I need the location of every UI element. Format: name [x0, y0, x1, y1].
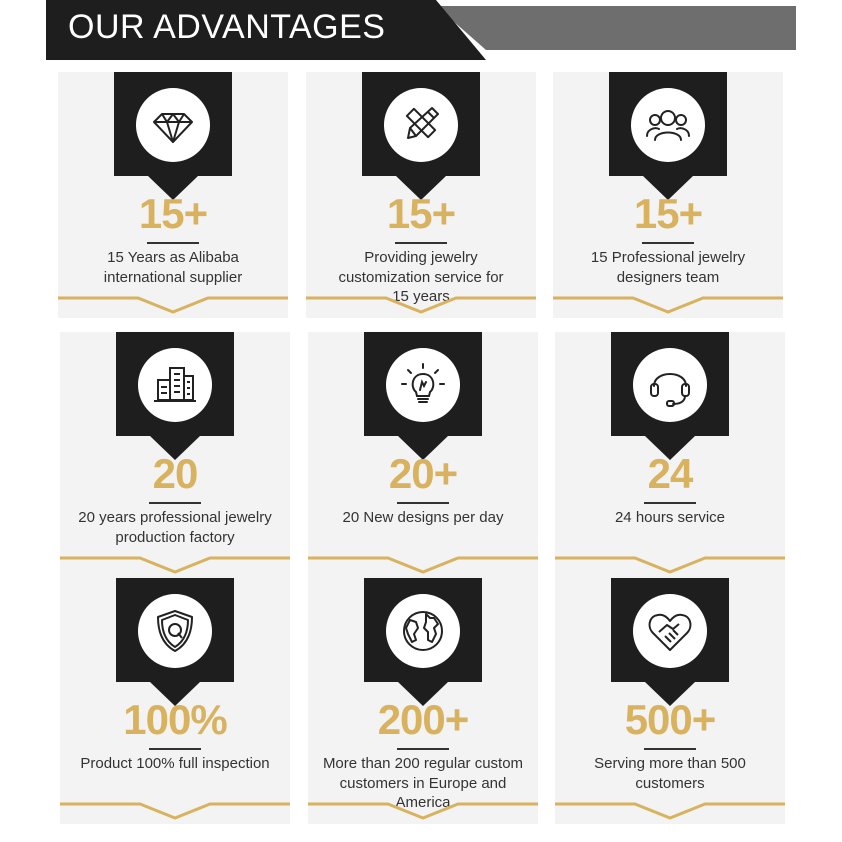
- divider: [397, 502, 449, 504]
- description-line: 20 New designs per day: [342, 509, 504, 526]
- description-line: designers team: [616, 268, 720, 286]
- globe-icon: [398, 606, 448, 656]
- stat-description: [565, 754, 775, 793]
- stat-number: 100%: [123, 696, 227, 743]
- divider: [149, 502, 201, 504]
- description-line: international supplier: [103, 268, 243, 286]
- advantage-card: [60, 332, 290, 578]
- divider: [147, 242, 199, 244]
- team-icon: [643, 100, 693, 150]
- divider: [395, 242, 447, 244]
- description-line: 20 years professional jewelry: [78, 509, 272, 526]
- stat-number: 500+: [624, 696, 716, 743]
- icon-circle: [631, 88, 705, 162]
- advantage-card: [308, 332, 538, 578]
- description-line: customers: [635, 774, 705, 792]
- description-line: 24 hours service: [614, 509, 726, 526]
- icon-circle: [633, 348, 707, 422]
- stat-number: 24: [647, 450, 693, 497]
- factory-building-icon: [150, 360, 200, 410]
- divider: [149, 748, 201, 750]
- divider: [644, 502, 696, 504]
- lightbulb-icon: [398, 360, 448, 410]
- advantage-card: [306, 72, 536, 318]
- card-bottom-accent: [60, 802, 290, 824]
- divider: [644, 748, 696, 750]
- stat-number: 20+: [388, 450, 458, 497]
- description-line: Serving more than 500: [594, 755, 746, 772]
- stat-number: 15+: [633, 190, 703, 237]
- stat-description: [565, 508, 775, 528]
- card-bottom-accent: [308, 802, 538, 824]
- advantage-card: [58, 72, 288, 318]
- description-line: Providing jewelry: [364, 249, 478, 266]
- icon-circle: [136, 88, 210, 162]
- stat-number: 200+: [377, 696, 469, 743]
- headset-icon: [645, 360, 695, 410]
- description-line: 15 Years as Alibaba: [107, 249, 239, 266]
- description-line: customization service for: [338, 268, 504, 286]
- card-bottom-accent: [306, 296, 536, 318]
- description-line: America: [395, 794, 451, 811]
- advantage-card: [60, 578, 290, 824]
- card-bottom-accent: [555, 556, 785, 578]
- stat-number: 15+: [386, 190, 456, 237]
- quality-shield-icon: [150, 606, 200, 656]
- description-line: production factory: [115, 528, 235, 546]
- advantage-card: [308, 578, 538, 824]
- stat-description: [70, 754, 280, 774]
- description-line: 15 years: [392, 288, 450, 305]
- stat-description: [563, 248, 773, 287]
- card-bottom-accent: [60, 556, 290, 578]
- divider: [642, 242, 694, 244]
- divider: [397, 748, 449, 750]
- description-line: Product 100% full inspection: [80, 755, 270, 772]
- card-bottom-accent: [555, 802, 785, 824]
- stat-description: [318, 508, 528, 528]
- icon-circle: [386, 348, 460, 422]
- handshake-heart-icon: [645, 606, 695, 656]
- advantage-card: [555, 578, 785, 824]
- icon-circle: [386, 594, 460, 668]
- pencil-ruler-icon: [396, 100, 446, 150]
- icon-circle: [633, 594, 707, 668]
- icon-circle: [138, 348, 212, 422]
- stat-description: [70, 508, 280, 547]
- stat-description: [68, 248, 278, 287]
- page-title: OUR ADVANTAGES: [68, 8, 386, 46]
- advantage-card: [553, 72, 783, 318]
- stat-number: 20: [152, 450, 198, 497]
- stat-number: 15+: [138, 190, 208, 237]
- card-bottom-accent: [308, 556, 538, 578]
- diamond-icon: [148, 100, 198, 150]
- icon-circle: [138, 594, 212, 668]
- description-line: 15 Professional jewelry: [590, 249, 746, 266]
- card-bottom-accent: [58, 296, 288, 318]
- icon-circle: [384, 88, 458, 162]
- advantage-card: [555, 332, 785, 578]
- description-line: customers in Europe and: [339, 774, 507, 792]
- description-line: More than 200 regular custom: [322, 755, 524, 772]
- card-bottom-accent: [553, 296, 783, 318]
